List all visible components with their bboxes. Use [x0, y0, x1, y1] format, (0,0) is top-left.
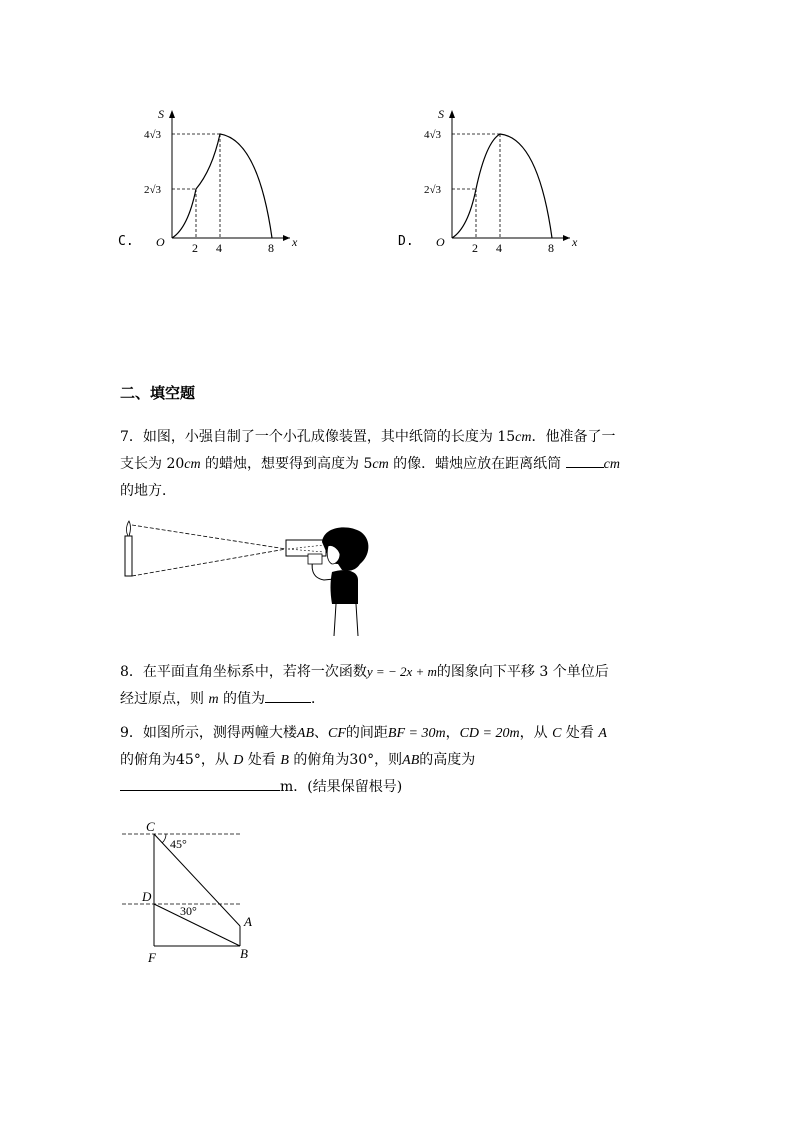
- q9-line-1: 9．如图所示，测得两幢大楼AB、CF的间距BF = 30m，CD = 20m，从 C 处看 A: [120, 725, 607, 741]
- origin-label: O: [156, 235, 165, 249]
- candle-flame: [126, 521, 130, 536]
- q9-line-3: m．(结果保留根号): [120, 774, 680, 801]
- option-c-label: C.: [118, 234, 134, 249]
- ray-bottom: [132, 549, 286, 576]
- person-torso: [331, 570, 359, 604]
- curve-d: [452, 134, 552, 238]
- graph-option-d: [420, 100, 580, 260]
- q7-line-2: 支长为 20cm 的蜡烛，想要得到高度为 5cm 的像．蜡烛应放在距离纸筒 cm: [120, 451, 680, 478]
- x-tick-4: 4: [216, 241, 222, 255]
- y-axis-label: S: [438, 107, 444, 121]
- x-tick-4: 4: [496, 241, 502, 255]
- question-7: [120, 424, 680, 505]
- answer-blank-8[interactable]: [265, 688, 311, 703]
- q7-line-1: 7．如图，小强自制了一个小孔成像装置，其中纸筒的长度为 15cm．他准备了一: [120, 429, 616, 445]
- x-tick-2: 2: [192, 241, 198, 255]
- x-axis-label: x: [292, 235, 298, 249]
- y-tick-2root3: 2√3: [424, 184, 442, 196]
- y-axis-arrow: [169, 110, 175, 118]
- y-tick-4root3: 4√3: [424, 129, 442, 141]
- x-axis-arrow: [283, 235, 290, 241]
- y-tick-2root3: 2√3: [144, 184, 162, 196]
- answer-blank-7[interactable]: [566, 453, 604, 468]
- person-hand: [308, 554, 322, 564]
- label-c: C: [146, 819, 155, 834]
- option-d-label: D.: [398, 234, 414, 249]
- q8-line-1: 8．在平面直角坐标系中，若将一次函数y = − 2x + m的图象向下平移 3 个单位后: [120, 664, 609, 680]
- label-b: B: [240, 946, 248, 961]
- label-a: A: [244, 914, 252, 929]
- graph-option-c: [140, 100, 300, 260]
- q7-line-3: 的地方．: [120, 483, 176, 499]
- question-8: [120, 658, 680, 713]
- ray-top: [132, 525, 286, 549]
- q9-line-2: 的俯角为45°，从 D 处看 B 的俯角为30°，则AB的高度为: [120, 752, 476, 768]
- y-tick-4root3: 4√3: [144, 129, 162, 141]
- label-angle-45: 45°: [170, 837, 187, 851]
- x-tick-2: 2: [472, 241, 478, 255]
- buildings-figure: [118, 818, 278, 968]
- pinhole-camera-figure: [118, 518, 378, 638]
- curve-c: [172, 134, 272, 238]
- label-angle-30: 30°: [180, 904, 197, 918]
- x-tick-8: 8: [548, 241, 554, 255]
- question-9: [120, 720, 680, 801]
- paper-tube: [286, 540, 326, 556]
- label-f: F: [148, 950, 156, 965]
- x-axis-label: x: [572, 235, 578, 249]
- x-axis-arrow: [563, 235, 570, 241]
- x-tick-8: 8: [268, 241, 274, 255]
- origin-label: O: [436, 235, 445, 249]
- sight-d-to-b: [154, 904, 240, 946]
- q8-line-2: 经过原点，则 m 的值为 ．: [120, 686, 680, 713]
- candle: [125, 536, 132, 576]
- y-axis-label: S: [158, 107, 164, 121]
- sight-c-to-a: [154, 834, 240, 926]
- label-d: D: [142, 889, 152, 904]
- y-axis-arrow: [449, 110, 455, 118]
- answer-blank-9[interactable]: [120, 776, 280, 791]
- section-title: 二、填空题: [120, 384, 196, 402]
